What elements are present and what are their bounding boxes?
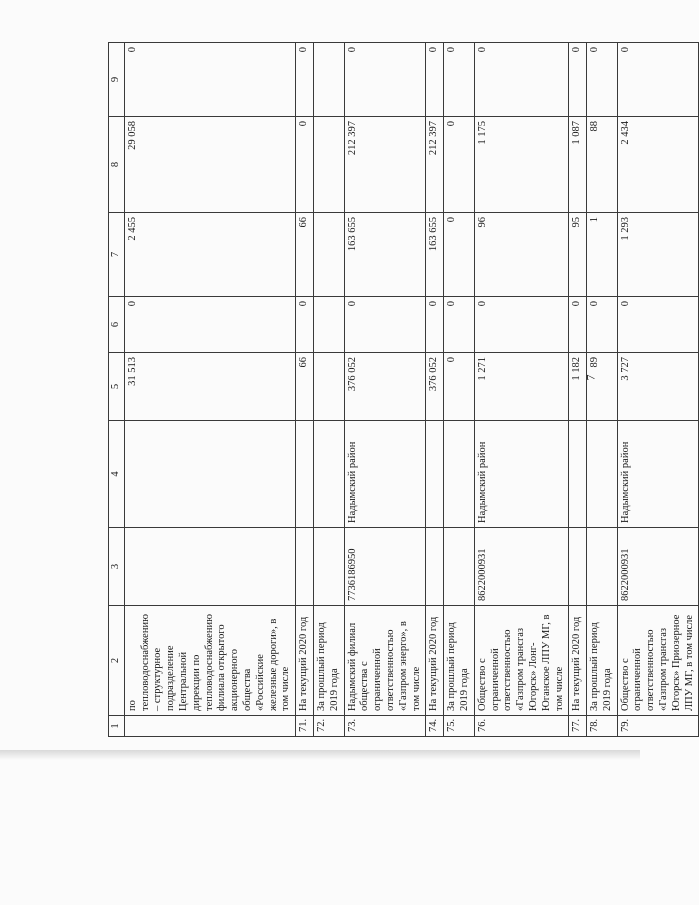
table-cell-name: На текущий 2020 год [426,606,444,716]
table-cell-c8 [313,117,344,213]
table-cell-district: Надымский район [617,421,699,528]
rotated-table-container [108,43,695,737]
table-cell-c6: 0 [587,297,618,353]
table-cell-c9: 0 [569,43,587,117]
column-header: 5 [109,353,125,421]
table-row [474,43,569,737]
table-cell-n: 72. [313,716,344,737]
table-cell-inn: 8622000931 [617,528,699,606]
table-cell-c7 [313,213,344,297]
table-cell-c7: 1 293 [617,213,699,297]
table-cell-c7: 0 [444,213,475,297]
table-cell-n [124,716,295,737]
table-cell-c5 [313,353,344,421]
table-cell-c8: 2 434 [617,117,699,213]
table-row [296,43,314,737]
table-cell-c7: 163 655 [426,213,444,297]
column-header: 1 [109,716,125,737]
table-cell-c9: 0 [587,43,618,117]
table-cell-c8: 0 [296,117,314,213]
table-body [124,43,699,737]
column-header: 4 [109,421,125,528]
table-cell-c9: 0 [344,43,426,117]
table-cell-c7: 163 655 [344,213,426,297]
table-cell-c5: 3 727 [617,353,699,421]
table-cell-c5: 0 [444,353,475,421]
table-cell-c8: 212 397 [344,117,426,213]
table-cell-c9: 0 [617,43,699,117]
table-cell-n: 77. [569,716,587,737]
table-cell-district [313,421,344,528]
table-cell-inn [444,528,475,606]
table-cell-c5: 376 052 [344,353,426,421]
table-cell-c6: 0 [569,297,587,353]
column-header: 8 [109,117,125,213]
table-cell-inn [124,528,295,606]
table-row [344,43,426,737]
table-cell-inn [313,528,344,606]
table-cell-district [124,421,295,528]
table-cell-inn [569,528,587,606]
column-header: 3 [109,528,125,606]
column-header: 2 [109,606,125,716]
data-table [108,42,699,737]
table-cell-name: Надымский филиал общества с ограниченной ответственностью «Газпром энерго», в том числе [344,606,426,716]
table-cell-c8: 29 058 [124,117,295,213]
table-cell-district [587,421,618,528]
table-cell-c5: 31 513 [124,353,295,421]
table-cell-c8: 1 175 [474,117,569,213]
table-cell-district [444,421,475,528]
table-cell-n: 79. [617,716,699,737]
table-row [426,43,444,737]
table-row [124,43,295,737]
table-cell-n: 75. [444,716,475,737]
table-row [444,43,475,737]
page-number: 7 [583,374,598,381]
table-cell-c7: 2 455 [124,213,295,297]
table-cell-name: За прошлый период 2019 года [587,606,618,716]
table-cell-c6: 0 [344,297,426,353]
table-cell-name: За прошлый период 2019 года [444,606,475,716]
table-cell-district [569,421,587,528]
table-cell-n: 76. [474,716,569,737]
table-row [617,43,699,737]
table-cell-c8: 212 397 [426,117,444,213]
column-header: 7 [109,213,125,297]
table-cell-c9 [313,43,344,117]
table-cell-district: Надымский район [474,421,569,528]
table-cell-c7: 96 [474,213,569,297]
table-cell-c5: 66 [296,353,314,421]
table-cell-c7: 1 [587,213,618,297]
table-cell-c5: 1 271 [474,353,569,421]
table-cell-name: по тепловодоснабжению – структурное подразделение Центральной дирекции по тепловодоснабжению филиала открытого акционерного общества «Российские железные дороги», в том числе [124,606,295,716]
table-cell-c6: 0 [124,297,295,353]
table-cell-c8: 0 [444,117,475,213]
table-cell-district: Надымский район [344,421,426,528]
table-row [569,43,587,737]
table-cell-n: 74. [426,716,444,737]
table-cell-inn [426,528,444,606]
table-cell-c7: 66 [296,213,314,297]
table-cell-c9: 0 [124,43,295,117]
column-header: 9 [109,43,125,117]
table-cell-c8: 88 [587,117,618,213]
table-cell-district [426,421,444,528]
table-cell-name: На текущий 2020 год [569,606,587,716]
table-cell-district [296,421,314,528]
table-cell-c6: 0 [296,297,314,353]
table-cell-c9: 0 [296,43,314,117]
table-cell-name: Общество с ограниченной ответственностью «Газпром трансгаз Югорск» Лонг-Юганское ЛПУ МГ, в том числе [474,606,569,716]
table-cell-c8: 1 087 [569,117,587,213]
table-cell-name: За прошлый период 2019 года [313,606,344,716]
table-cell-c7: 95 [569,213,587,297]
table-cell-c5: 89 [587,353,618,421]
table-cell-inn [296,528,314,606]
table-cell-n: 71. [296,716,314,737]
table-cell-name: На текущий 2020 год [296,606,314,716]
table-cell-n: 78. [587,716,618,737]
table-cell-c6 [313,297,344,353]
table-cell-inn [587,528,618,606]
page-edge-shadow [0,750,640,760]
table-cell-inn: 8622000931 [474,528,569,606]
table-cell-c6: 0 [426,297,444,353]
table-cell-c9: 0 [474,43,569,117]
table-cell-n: 73. [344,716,426,737]
column-header: 6 [109,297,125,353]
table-cell-c5: 376 052 [426,353,444,421]
table-cell-c6: 0 [474,297,569,353]
table-cell-c9: 0 [444,43,475,117]
table-row [313,43,344,737]
table-row [587,43,618,737]
table-cell-c6: 0 [444,297,475,353]
header-row [109,43,125,737]
table-cell-name: Общество с ограниченной ответственностью «Газпром трансгаз Югорск» Приозерное ЛПУ МГ, в том числе [617,606,699,716]
table-cell-c9: 0 [426,43,444,117]
table-cell-c5: 1 182 [569,353,587,421]
table-cell-inn: 7736186950 [344,528,426,606]
table-cell-c6: 0 [617,297,699,353]
